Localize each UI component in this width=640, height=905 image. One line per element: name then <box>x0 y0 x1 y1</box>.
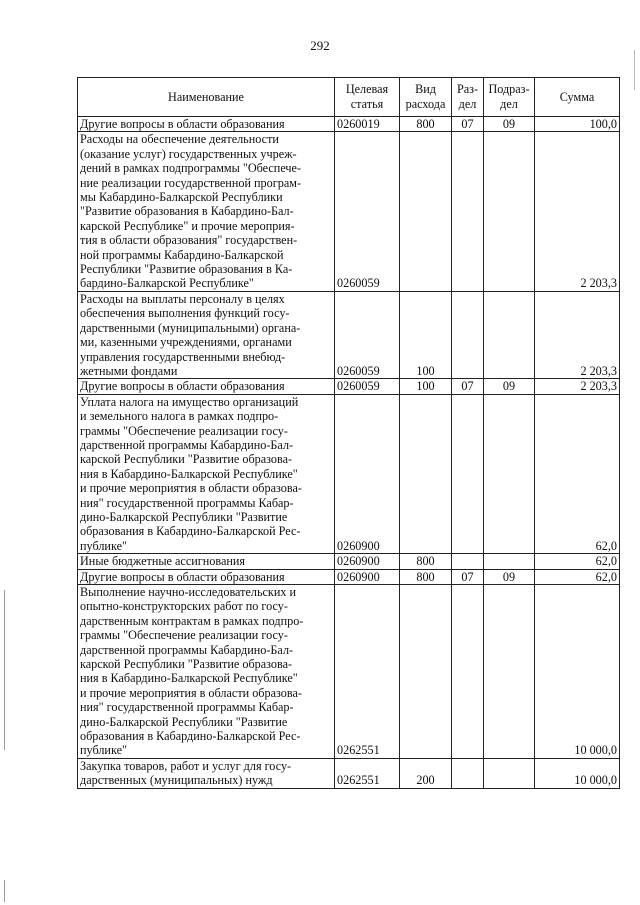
page-number: 292 <box>310 38 330 53</box>
table-row <box>78 585 620 759</box>
cell-name: Закупка товаров, работ и услуг для госу- дарственных (муниципальных) нужд <box>78 758 335 788</box>
cell-amount: 2 203,3 <box>535 132 620 291</box>
cell-name: Иные бюджетные ассигнования <box>78 554 335 569</box>
table-body <box>78 117 620 789</box>
header-section: Раз- дел <box>452 78 484 117</box>
cell-subsection: 09 <box>484 379 535 394</box>
cell-expense-type: 200 <box>400 758 452 788</box>
cell-name: Расходы на обеспечение деятельности (оказание услуг) государственных учреж- дений в рамках подпрограммы "Обеспече- ние реализации государственной програм- мы Кабардино-Балкарской Республики "Развитие образования в Кабардино-Бал- карской Республике" и прочие мероприя- тия в области образования" государствен- ной программы Кабардино-Балкарской Республики "Развитие образования в Ка- бардино-Балкарской Республике" <box>78 132 335 291</box>
cell-expense-type: 800 <box>400 117 452 132</box>
cell-target-article: 0260900 <box>335 554 400 569</box>
cell-section <box>452 554 484 569</box>
cell-amount: 10 000,0 <box>535 758 620 788</box>
cell-target-article: 0260059 <box>335 132 400 291</box>
cell-expense-type <box>400 132 452 291</box>
cell-amount: 100,0 <box>535 117 620 132</box>
cell-subsection: 09 <box>484 569 535 584</box>
cell-section: 07 <box>452 569 484 584</box>
cell-target-article: 0260900 <box>335 569 400 584</box>
header-subsection: Подраз- дел <box>484 78 535 117</box>
cell-expense-type <box>400 585 452 759</box>
cell-expense-type: 100 <box>400 379 452 394</box>
table-row <box>78 554 620 569</box>
cell-amount: 2 203,3 <box>535 379 620 394</box>
scan-edge-mark <box>4 880 5 902</box>
table-row <box>78 291 620 378</box>
header-target-article: Целевая статья <box>335 78 400 117</box>
table-row <box>78 132 620 291</box>
cell-amount: 62,0 <box>535 394 620 553</box>
header-name: Наименование <box>78 78 335 117</box>
cell-subsection <box>484 554 535 569</box>
cell-amount: 2 203,3 <box>535 291 620 378</box>
cell-section <box>452 132 484 291</box>
cell-section <box>452 758 484 788</box>
header-amount: Сумма <box>535 78 620 117</box>
cell-amount: 10 000,0 <box>535 585 620 759</box>
cell-expense-type <box>400 394 452 553</box>
cell-name: Выполнение научно-исследовательских и опытно-конструкторских работ по госу- дарственным контрактам в рамках подпро- граммы "Обеспечение реализации госу- дарственной программы Кабардино-Бал- карской Республики "Развитие образова- ния в Кабардино-Балкарской Республике" и прочие мероприятия в области образова- ния" государственной программы Кабар- дино-Балкарской Республики "Развитие образования в Кабардино-Балкарской Рес- публике" <box>78 585 335 759</box>
cell-expense-type: 100 <box>400 291 452 378</box>
cell-section <box>452 585 484 759</box>
cell-subsection <box>484 394 535 553</box>
cell-expense-type: 800 <box>400 569 452 584</box>
cell-target-article: 0260059 <box>335 291 400 378</box>
header-expense-type: Вид расхода <box>400 78 452 117</box>
table-header-row <box>78 78 620 117</box>
cell-name: Другие вопросы в области образования <box>78 117 335 132</box>
cell-subsection: 09 <box>484 117 535 132</box>
cell-target-article: 0260019 <box>335 117 400 132</box>
cell-subsection <box>484 132 535 291</box>
cell-section: 07 <box>452 379 484 394</box>
table-row <box>78 117 620 132</box>
scan-edge-mark <box>634 50 635 90</box>
cell-amount: 62,0 <box>535 554 620 569</box>
cell-name: Другие вопросы в области образования <box>78 379 335 394</box>
cell-name: Другие вопросы в области образования <box>78 569 335 584</box>
cell-section: 07 <box>452 117 484 132</box>
cell-name: Расходы на выплаты персоналу в целях обеспечения выполнения функций госу- дарственными (муниципальными) органа- ми, казенными учреждениями, органами управления государственными внебюд- жетными фондами <box>78 291 335 378</box>
cell-subsection <box>484 585 535 759</box>
scan-edge-mark <box>4 590 5 750</box>
table-row <box>78 758 620 788</box>
table-row <box>78 394 620 553</box>
cell-subsection <box>484 758 535 788</box>
cell-target-article: 0262551 <box>335 758 400 788</box>
cell-name: Уплата налога на имущество организаций и земельного налога в рамках подпро- граммы "Обеспечение реализации госу- дарственной программы Кабардино-Бал- карской Республики "Развитие образова- ния в Кабардино-Балкарской Республике" и прочие мероприятия в области образова- ния" государственной программы Кабар- дино-Балкарской Республики "Развитие образования в Кабардино-Балкарской Рес- публике" <box>78 394 335 553</box>
cell-target-article: 0262551 <box>335 585 400 759</box>
budget-table <box>77 77 620 789</box>
table-row <box>78 569 620 584</box>
cell-target-article: 0260900 <box>335 394 400 553</box>
cell-section <box>452 394 484 553</box>
table-row <box>78 379 620 394</box>
cell-section <box>452 291 484 378</box>
cell-target-article: 0260059 <box>335 379 400 394</box>
cell-amount: 62,0 <box>535 569 620 584</box>
cell-expense-type: 800 <box>400 554 452 569</box>
cell-subsection <box>484 291 535 378</box>
